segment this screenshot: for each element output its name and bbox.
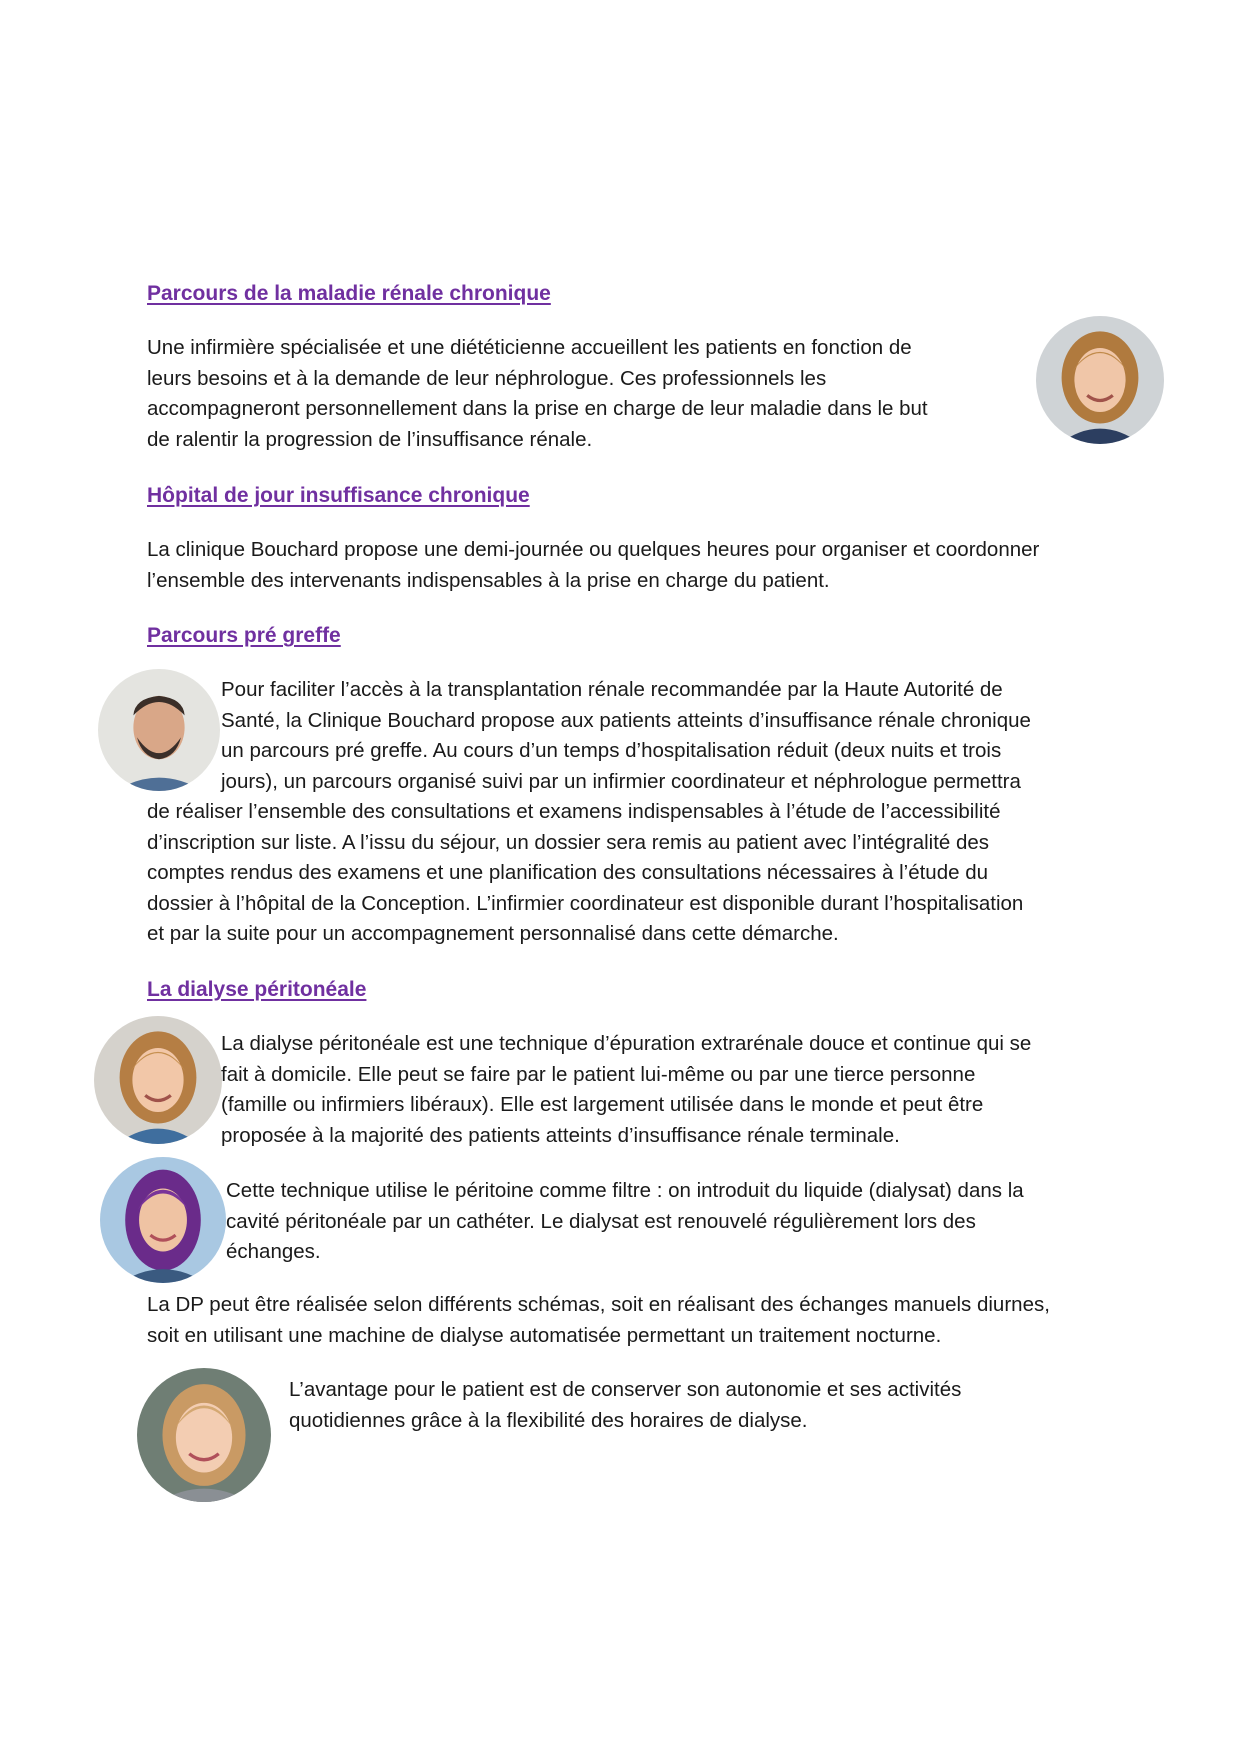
paragraph: [226, 1176, 1024, 1268]
text-line: fait à domicile. Elle peut se faire par le patient lui-même ou par une tierce personne: [221, 1062, 976, 1086]
section-heading[interactable]: La dialyse péritonéale: [147, 978, 367, 1001]
text-line: jours), un parcours organisé suivi par un infirmier coordinateur et néphrologue permettra: [221, 769, 1021, 793]
text-line: Cette technique utilise le péritoine comme filtre : on introduit du liquide (dialysat) dans la: [226, 1179, 1024, 1202]
text-line: échanges.: [226, 1240, 321, 1263]
text-line: dossier à l’hôpital de la Conception. L’infirmier coordinateur est disponible durant l’hospitalisation: [147, 891, 1024, 915]
paragraph: [147, 675, 1031, 950]
text-line: quotidiennes grâce à la flexibilité des horaires de dialyse.: [289, 1408, 808, 1432]
text-line: Santé, la Clinique Bouchard propose aux patients atteints d’insuffisance rénale chronique: [221, 708, 1031, 732]
paragraph: [147, 333, 928, 455]
text-line: soit en utilisant une machine de dialyse automatisée permettant un traitement nocturne.: [147, 1323, 942, 1347]
text-line: La DP peut être réalisée selon différents schémas, soit en réalisant des échanges manuels diurnes,: [147, 1293, 1050, 1316]
text-line: cavité péritonéale par un cathéter. Le dialysat est renouvelé régulièrement lors des: [226, 1209, 976, 1233]
staff-photo-dietitian: [100, 1157, 226, 1283]
text-line: L’avantage pour le patient est de conserver son autonomie et ses activités: [289, 1378, 962, 1401]
text-line: (famille ou infirmiers libéraux). Elle est largement utilisée dans le monde et peut être: [221, 1093, 984, 1116]
section-heading[interactable]: Parcours pré greffe: [147, 624, 341, 647]
text-line: leurs besoins et à la demande de leur néphrologue. Ces professionnels les: [147, 366, 827, 390]
text-line: de ralentir la progression de l’insuffisance rénale.: [147, 427, 593, 451]
paragraph: [147, 1290, 1050, 1351]
staff-photo-nurse-young: [137, 1368, 271, 1502]
section-heading[interactable]: Parcours de la maladie rénale chronique: [147, 282, 551, 305]
text-line: l’ensemble des intervenants indispensables à la prise en charge du patient.: [147, 568, 830, 592]
paragraph: [147, 1029, 1031, 1151]
text-line: d’inscription sur liste. A l’issu du séjour, un dossier sera remis au patient avec l’intégralité des: [147, 830, 990, 854]
text-line: comptes rendus des examens et une planification des consultations nécessaires à l’étude du: [147, 861, 989, 884]
staff-photo-nurse: [1036, 316, 1164, 444]
text-line: La clinique Bouchard propose une demi-journée ou quelques heures pour organiser et coordonner: [147, 538, 1040, 561]
paragraph: [289, 1375, 961, 1436]
text-line: La dialyse péritonéale est une technique d’épuration extrarénale douce et continue qui se: [221, 1032, 1032, 1055]
text-line: accompagneront personnellement dans la prise en charge de leur maladie dans le but: [147, 397, 928, 420]
text-line: Une infirmière spécialisée et une diététicienne accueillent les patients en fonction de: [147, 336, 912, 359]
section-heading[interactable]: Hôpital de jour insuffisance chronique: [147, 484, 530, 507]
text-line: et par la suite pour un accompagnement personnalisé dans cette démarche.: [147, 922, 839, 945]
text-line: un parcours pré greffe. Au cours d’un temps d’hospitalisation réduit (deux nuits et trois: [221, 739, 1002, 762]
text-line: de réaliser l’ensemble des consultations et examens indispensables à l’étude de l’accessibilité: [147, 800, 1001, 823]
paragraph: [147, 535, 1039, 596]
text-line: Pour faciliter l’accès à la transplantation rénale recommandée par la Haute Autorité de: [221, 678, 1003, 701]
text-line: proposée à la majorité des patients atteints d’insuffisance rénale terminale.: [221, 1123, 900, 1147]
